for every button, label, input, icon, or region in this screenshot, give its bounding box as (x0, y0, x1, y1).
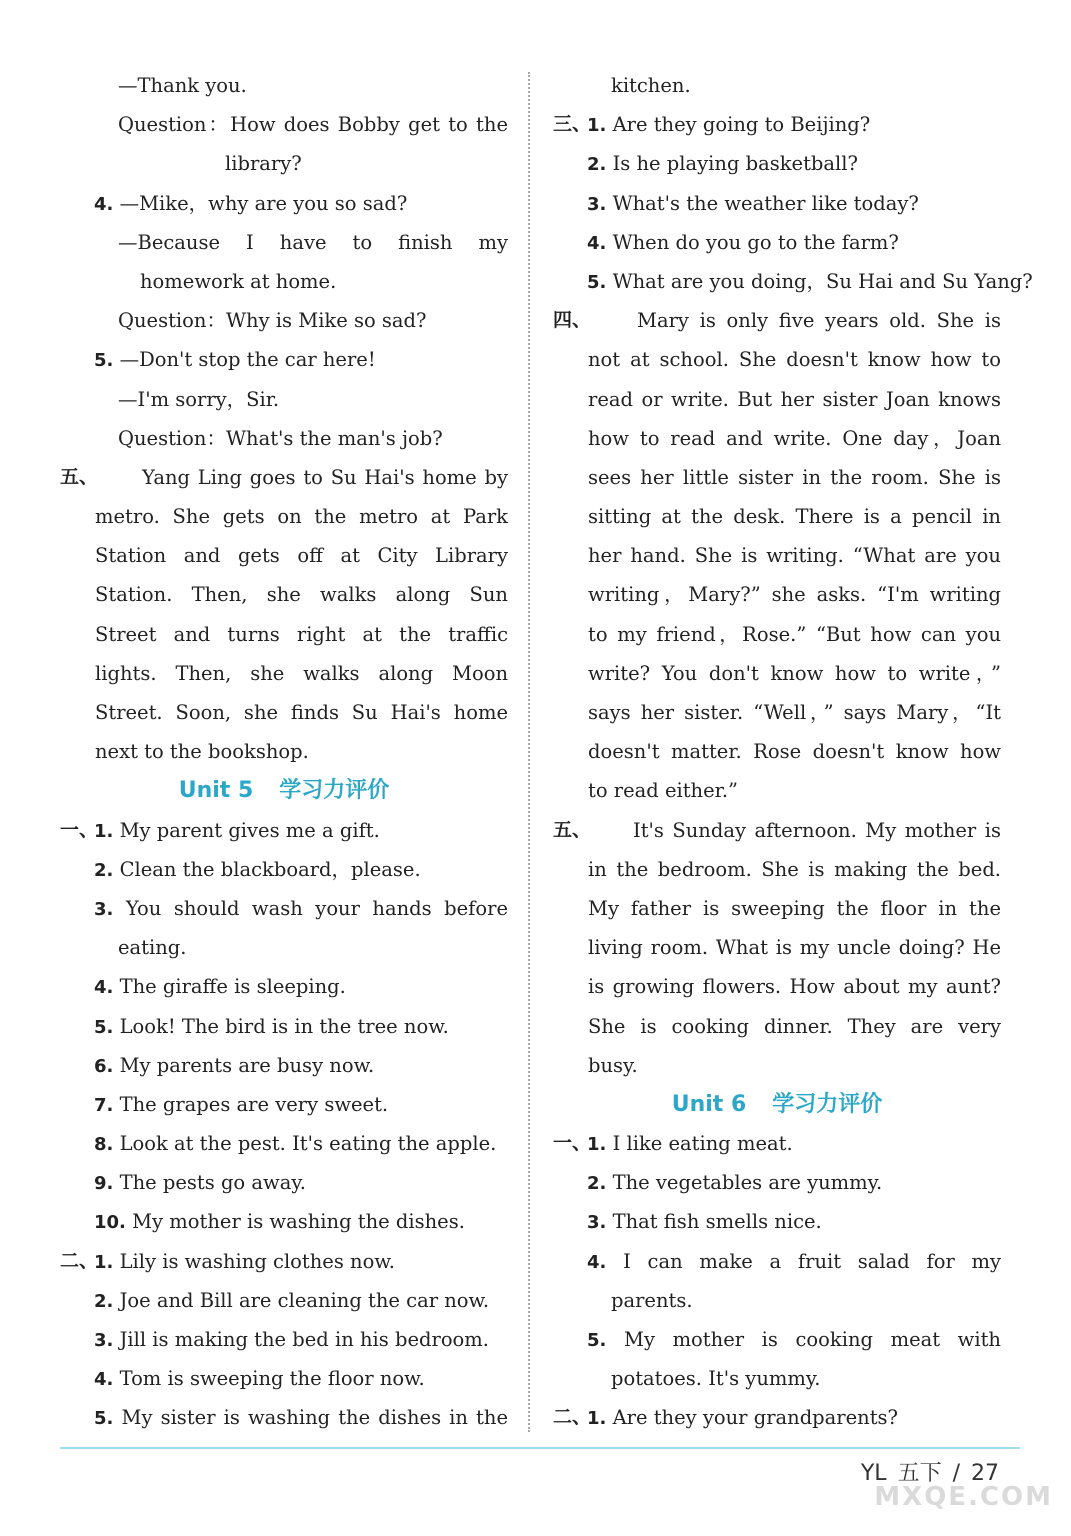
answer-line (60, 615, 508, 654)
answer-text: kitchen. (611, 74, 691, 97)
answer-text: library? (225, 152, 302, 176)
answer-line (60, 1124, 508, 1163)
answer-line (553, 301, 1001, 340)
answer-line (60, 497, 508, 536)
answer-line (60, 1320, 508, 1359)
answer-line (553, 1163, 1001, 1202)
answer-line (60, 1398, 508, 1437)
item-number: 2. (94, 859, 114, 881)
answer-text: Are they going to Beijing? (612, 113, 871, 137)
answer-text: My parents are busy now. (119, 1053, 375, 1077)
answer-line (553, 1202, 1001, 1241)
item-number: 1. (94, 820, 114, 842)
answer-line (553, 184, 1001, 223)
answer-text: homework at home. (140, 269, 337, 293)
answer-text: Mary is only five years old. She is (637, 309, 1001, 333)
answer-text: She is cooking dinner. They are very (588, 1014, 1001, 1038)
answer-text: in the bedroom. She is making the bed. (588, 857, 1001, 881)
answer-line (60, 732, 508, 771)
answer-text: Is he playing basketball? (612, 152, 858, 176)
answer-line (60, 380, 508, 419)
answer-text: —Because I have to finish my (118, 230, 508, 254)
item-number: 4. (94, 193, 114, 215)
answer-line (60, 536, 508, 575)
answer-text: My sister is washing the dishes in the (121, 1406, 508, 1430)
answer-line (553, 575, 1001, 614)
answer-line (553, 1320, 1001, 1359)
item-number: 3. (587, 193, 607, 215)
section-marker: 五、 (553, 818, 592, 841)
answer-text: Clean the blackboard，please. (119, 857, 421, 881)
answer-text: says her sister. “Well，” says Mary，“It (588, 701, 1001, 724)
answer-text: Question：What's the man's job? (118, 426, 443, 450)
answer-line (553, 380, 1001, 419)
item-number: 5. (587, 271, 607, 293)
item-number: 1. (587, 1134, 607, 1156)
item-number: 2. (94, 1290, 114, 1312)
answer-line (553, 144, 1001, 183)
answer-line (553, 340, 1001, 379)
answer-line (60, 811, 508, 850)
answer-line (553, 66, 1001, 105)
answer-line (60, 967, 508, 1006)
answer-text: Question：How does Bobby get to the (118, 113, 508, 137)
item-number: 8. (94, 1134, 114, 1156)
answer-line (553, 732, 1001, 771)
answer-text: Joe and Bill are cleaning the car now. (119, 1288, 490, 1312)
answer-text: —Don't stop the car here! (119, 348, 376, 372)
left-column (60, 66, 508, 1438)
answer-line (553, 105, 1001, 144)
answer-line (553, 811, 1001, 850)
answer-text: The vegetables are yummy. (612, 1171, 883, 1195)
answer-text: potatoes. It's yummy. (611, 1367, 821, 1391)
item-number: 2. (587, 1173, 607, 1195)
answer-text: doesn't matter. Rose doesn't know how (588, 740, 1001, 764)
page-number: 27 (971, 1461, 999, 1486)
answer-text: read or write. But her sister Joan knows (588, 387, 1001, 411)
answer-text: —Mike，why are you so sad? (119, 191, 408, 215)
item-number: 1. (587, 1408, 607, 1430)
answer-line (60, 223, 508, 262)
answer-text: writing，Mary?” she asks. “I'm writing (588, 583, 1001, 607)
answer-text: sees her little sister in the room. She is (588, 465, 1001, 489)
answer-text: lights. Then, she walks along Moon (95, 661, 508, 685)
answer-line (60, 1242, 508, 1281)
answer-text: is growing flowers. How about my aunt? (588, 975, 1001, 999)
item-number: 4. (94, 1369, 114, 1391)
unit-heading (60, 771, 508, 810)
answer-line (553, 771, 1001, 810)
answer-line (553, 223, 1001, 262)
unit-label: Unit 5 (178, 778, 254, 804)
answer-line (553, 262, 1033, 301)
answer-text: What's the weather like today? (612, 191, 919, 215)
answer-line (553, 967, 1001, 1006)
answer-text: The giraffe is sleeping. (119, 975, 346, 999)
answer-text: Lily is washing clothes now. (119, 1249, 395, 1273)
answer-text: to my friend，Rose.” “But how can you (588, 622, 1001, 646)
answer-line (60, 184, 508, 223)
answer-line (60, 654, 508, 693)
answer-line (60, 1007, 508, 1046)
answer-text: You should wash your hands before (125, 896, 508, 920)
answer-line (60, 144, 508, 183)
answer-text: Jill is making the bed in his bedroom. (119, 1328, 489, 1351)
answer-text: The pests go away. (119, 1171, 306, 1195)
answer-line (553, 458, 1001, 497)
item-number: 7. (94, 1094, 114, 1116)
answer-line (60, 1281, 508, 1320)
answer-text: What are you doing，Su Hai and Su Yang? (612, 269, 1033, 293)
answer-line (553, 536, 1001, 575)
answer-line (60, 301, 508, 340)
answer-line (553, 1359, 1001, 1398)
answer-text: —Thank you. (118, 74, 247, 97)
section-marker: 二、 (553, 1406, 592, 1429)
answer-line (553, 615, 1001, 654)
answer-text: I can make a fruit salad for my (623, 1249, 1002, 1273)
answer-text: living room. What is my uncle doing? He (588, 936, 1001, 960)
answer-text: My mother is cooking meat with (623, 1328, 1001, 1351)
answer-line (553, 654, 1001, 693)
answer-text: not at school. She doesn't know how to (588, 348, 1001, 372)
answer-line (60, 105, 508, 144)
answer-line (553, 850, 1001, 889)
answer-text: My father is sweeping the floor in the (588, 896, 1001, 920)
answer-text: The grapes are very sweet. (119, 1092, 389, 1116)
answer-line (553, 1007, 1001, 1046)
footer-grade: 五下 (897, 1461, 942, 1486)
answer-text: write? You don't know how to write，” (588, 661, 1001, 685)
answer-line (60, 1359, 508, 1398)
answer-text: next to the bookshop. (95, 740, 309, 764)
answer-line (60, 66, 508, 105)
answer-line (553, 889, 1001, 928)
item-number: 3. (94, 898, 114, 920)
answer-line (553, 1281, 1001, 1320)
answer-line (553, 1398, 1001, 1437)
item-number: 4. (587, 232, 607, 254)
section-marker: 三、 (553, 113, 592, 136)
item-number: 5. (94, 1016, 114, 1038)
answer-text: to read either.” (588, 779, 739, 803)
right-column (553, 66, 1033, 1438)
column-divider (528, 72, 530, 1432)
answer-text: her hand. She is writing. “What are you (588, 544, 1001, 568)
answer-line (60, 889, 508, 928)
answer-text: busy. (588, 1053, 638, 1077)
answer-line (553, 497, 1001, 536)
item-number: 4. (94, 977, 114, 999)
unit-heading (553, 1085, 1001, 1124)
answer-line (553, 419, 1001, 458)
answer-text: how to read and write. One day，Joan (588, 426, 1001, 450)
answer-text: Question：Why is Mike so sad? (118, 309, 427, 333)
answer-line (553, 928, 1001, 967)
answer-text: metro. She gets on the metro at Park (95, 505, 508, 529)
unit-label: Unit 6 (671, 1091, 747, 1117)
item-number: 4. (587, 1251, 607, 1273)
answer-line (60, 262, 508, 301)
item-number: 1. (94, 1251, 114, 1273)
answer-line (60, 458, 508, 497)
answer-line (60, 419, 508, 458)
item-number: 2. (587, 154, 607, 176)
item-number: 9. (94, 1173, 114, 1195)
answer-line (553, 693, 1001, 732)
answer-text: My mother is washing the dishes. (132, 1210, 465, 1234)
answer-line (60, 1046, 508, 1085)
answer-text: Station. Then, she walks along Sun (95, 583, 508, 607)
answer-line (60, 1202, 508, 1241)
item-number: 1. (587, 115, 607, 137)
section-marker: 四、 (553, 309, 592, 332)
answer-text: Look at the pest. It's eating the apple. (119, 1132, 497, 1156)
answer-line (553, 1242, 1001, 1281)
item-number: 10. (94, 1212, 126, 1234)
answer-line (60, 693, 508, 732)
answer-line (60, 850, 508, 889)
answer-line (60, 575, 508, 614)
section-marker: 五、 (60, 465, 99, 488)
answer-text: Street. Soon, she finds Su Hai's home (95, 701, 508, 724)
item-number: 5. (94, 350, 114, 372)
answer-text: Are they your grandparents? (612, 1406, 899, 1430)
answer-text: eating. (118, 936, 187, 960)
answer-line (60, 340, 508, 379)
bottom-rule (60, 1447, 1020, 1449)
answer-text: When do you go to the farm? (612, 230, 899, 254)
footer-separator: / (952, 1461, 960, 1486)
answer-line (553, 1046, 1001, 1085)
footer-code: YL (860, 1461, 887, 1486)
answer-text: Tom is sweeping the floor now. (119, 1367, 425, 1391)
answer-line (60, 928, 508, 967)
item-number: 5. (587, 1330, 607, 1351)
answer-line (60, 1163, 508, 1202)
item-number: 3. (587, 1212, 607, 1234)
section-marker: 二、 (60, 1249, 99, 1272)
unit-subtitle: 学习力评价 (772, 1091, 883, 1117)
answer-text: That fish smells nice. (612, 1210, 822, 1234)
answer-line (553, 1124, 1001, 1163)
answer-text: sitting at the desk. There is a pencil in (588, 505, 1001, 529)
answer-text: Street and turns right at the traffic (95, 622, 508, 646)
answer-text: parents. (611, 1288, 693, 1312)
answer-text: —I'm sorry，Sir. (118, 387, 280, 411)
item-number: 5. (94, 1408, 114, 1430)
answer-text: Station and gets off at City Library (95, 544, 508, 568)
item-number: 3. (94, 1330, 114, 1351)
answer-text: I like eating meat. (612, 1132, 793, 1156)
section-marker: 一、 (553, 1132, 592, 1155)
section-marker: 一、 (60, 818, 99, 841)
answer-text: My parent gives me a gift. (119, 818, 380, 842)
unit-subtitle: 学习力评价 (279, 778, 390, 804)
answer-line (60, 1085, 508, 1124)
answer-text: It's Sunday afternoon. My mother is (633, 818, 1001, 842)
watermark-logo: MXQE.COM (874, 1482, 1053, 1512)
answer-text: Yang Ling goes to Su Hai's home by (142, 465, 508, 489)
item-number: 6. (94, 1055, 114, 1077)
answer-text: Look! The bird is in the tree now. (119, 1014, 449, 1038)
